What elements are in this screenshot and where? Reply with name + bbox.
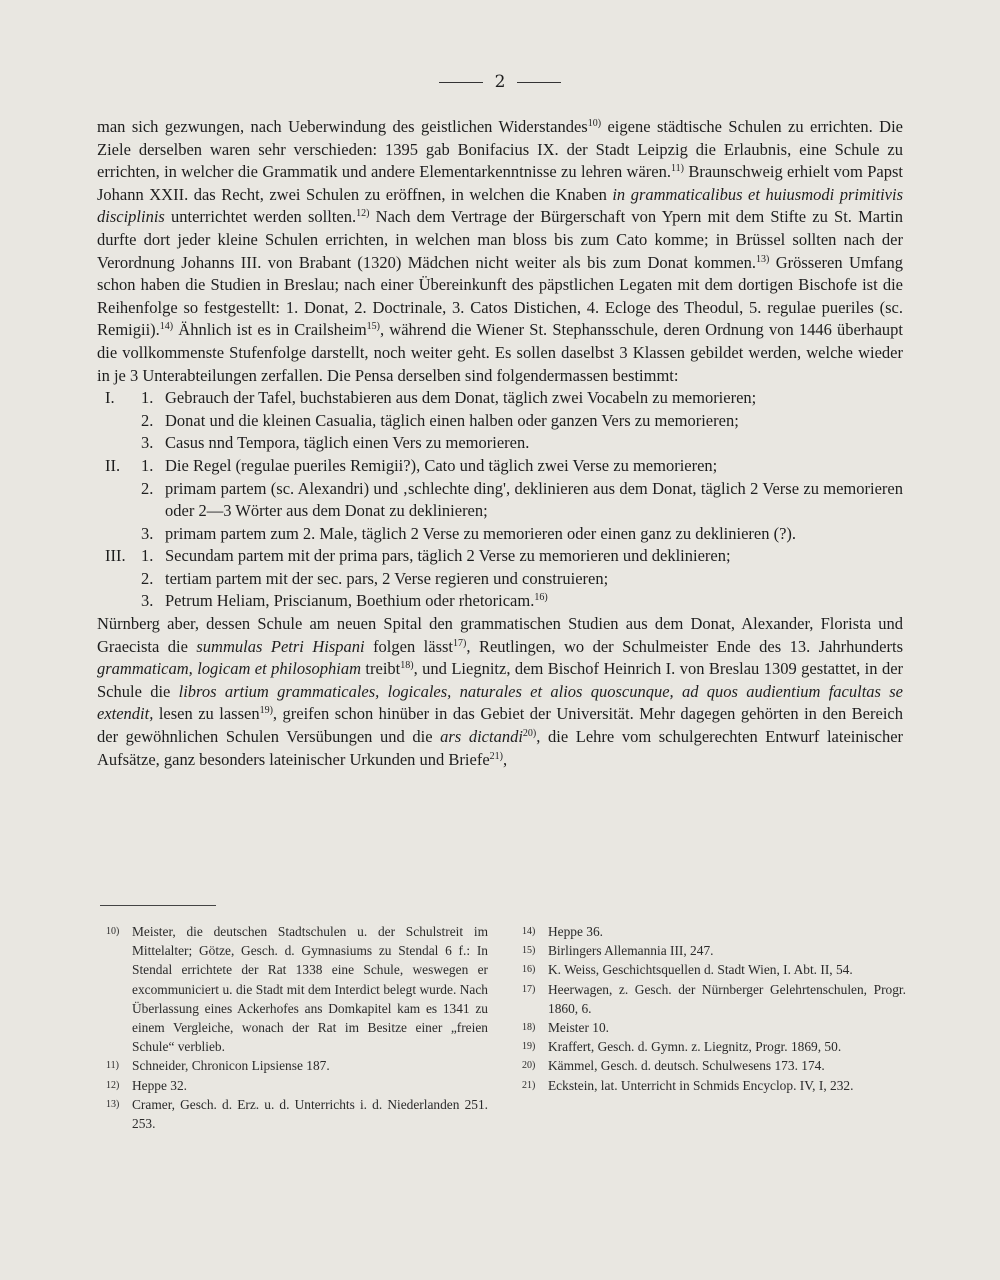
footnote bbox=[522, 960, 906, 979]
class-numeral: I. bbox=[105, 388, 115, 408]
item-number: 1. bbox=[141, 455, 154, 475]
footnote-text: Kraffert, Gesch. d. Gymn. z. Liegnitz, Progr. 1869, 50. bbox=[548, 1039, 842, 1055]
curriculum-item bbox=[97, 568, 903, 591]
curriculum-item bbox=[97, 523, 903, 546]
item-number: 2. bbox=[141, 568, 154, 588]
latin-phrase: summulas Petri Hispani bbox=[196, 636, 365, 656]
footnotes-left-column bbox=[106, 922, 488, 1133]
item-number: 2. bbox=[141, 478, 154, 498]
item-number: 3. bbox=[141, 523, 154, 543]
footnote-reference: 11) bbox=[671, 163, 684, 175]
latin-phrase: in grammaticalibus et huiusmodi primitivis disciplinis bbox=[97, 184, 903, 227]
footnote-text: Heppe 36. bbox=[548, 924, 604, 939]
curriculum-item bbox=[97, 410, 903, 433]
footnote-text: Meister 10. bbox=[548, 1020, 609, 1036]
main-text bbox=[97, 116, 903, 771]
text-run: , greifen schon hinüber in das Gebiet der Universität. Mehr dagegen gehörten in den Bereich der gewöhnlichen Schulen Versübungen und die bbox=[97, 704, 903, 747]
text-run: unterrichtet werden sollten. bbox=[164, 207, 357, 227]
text-run: , während die Wiener St. Stephansschule, deren Ordnung von 1446 überhaupt die vollkommenste Stufenfolge darstellt, noch weiter geht. Es sollen daselbst 3 Klassen gebildet werden, welche wieder in je 3 Unterabteilungen zerfallen. Die Pensa derselben sind folgendermassen bestimmt: bbox=[97, 320, 904, 385]
curriculum-item bbox=[97, 545, 903, 568]
page-number: 2 bbox=[494, 72, 506, 92]
text-run: man sich gezwungen, nach Ueberwindung des geistlichen Widerstandes bbox=[97, 117, 588, 136]
footnote-text: K. Weiss, Geschichtsquellen d. Stadt Wien, I. Abt. II, 54. bbox=[548, 962, 853, 978]
footnote-mark: 12) bbox=[106, 1079, 120, 1091]
text-run: , und Liegnitz, dem Bischof Heinrich I. von Breslau 1309 gestattet, in der Schule die bbox=[97, 659, 904, 701]
text-run: Braunschweig erhielt vom Papst Johann XXII. das Recht, zwei Schulen zu eröffnen, in welchen die Knaben bbox=[97, 162, 903, 204]
latin-phrase: ars dictandi bbox=[440, 727, 523, 747]
curriculum-item bbox=[97, 455, 903, 478]
footnote-text: Eckstein, lat. Unterricht in Schmids Encyclop. IV, I, 232. bbox=[548, 1077, 854, 1093]
footnote-reference: 14) bbox=[159, 321, 174, 333]
footnote-reference: 13) bbox=[756, 253, 770, 265]
curriculum-item bbox=[97, 590, 903, 613]
footnote-mark: 10) bbox=[106, 926, 120, 937]
footnote bbox=[106, 1056, 488, 1075]
footnote-reference: 12) bbox=[356, 208, 370, 220]
footnote-reference: 19) bbox=[259, 705, 273, 717]
footnote bbox=[522, 1076, 906, 1095]
text-run: Grösseren Umfang schon haben die Studien in Breslau; nach einer Übereinkunft des päpstlichen Legaten mit dem dortigen Bischofe ist die Reihenfolge so festgestellt: 1. Donat, 2. Doctrinale, 3. Catos Distichen, 4. Ecloge des Theodul, 5. regulae pueriles (sc. Remigii). bbox=[97, 252, 904, 340]
item-text: Gebrauch der Tafel, buchstabieren aus dem Donat, täglich zwei Vocabeln zu memorieren; bbox=[165, 388, 757, 408]
footnote bbox=[522, 980, 906, 1018]
footnote-text: Meister, die deutschen Stadtschulen u. der Schulstreit im Mittelalter; Götze, Gesch. d. Gymnasiums zu Stendal 6 f.: In Stendal errichtete der Rat 1338 eine Schule, weswegen er excommuniciert u. die Stadt mit dem Interdict belegt wurde. Nach Überlassung eines Ackerhofes ans Domkapitel kam es 1341 zu einem Vergleiche, wonach der Rat im Besitze einer „freien Schule“ verblieb. bbox=[132, 924, 488, 1055]
text-run: lesen zu lassen bbox=[153, 704, 260, 724]
footnote-reference: 17) bbox=[453, 637, 467, 649]
footnote-text: Heppe 32. bbox=[132, 1077, 188, 1093]
footnote bbox=[106, 922, 488, 1056]
text-run: eigene städtische Schulen zu errichten. Die Ziele derselben waren sehr verschieden: 1395 gab Bonifacius IX. der Stadt Leipzig die Erlaubnis, eine Schule zu errichten, in welcher die Grammatik und andere Elementarkenntnisse zu lehren wären. bbox=[97, 117, 903, 182]
item-text: primam partem (sc. Alexandri) und ‚schlechte ding', deklinieren aus dem Donat, täglich 2 Verse zu memorieren oder 2—3 Wörter aus dem Donat zu deklinieren; bbox=[165, 478, 903, 521]
text-run: , Reutlingen, wo der Schulmeister Ende des 13. Jahrhunderts bbox=[466, 636, 903, 656]
footnote-reference: 18) bbox=[400, 660, 414, 672]
footnote-text: Kämmel, Gesch. d. deutsch. Schulwesens 173. 174. bbox=[548, 1058, 825, 1074]
class-numeral: III. bbox=[105, 546, 126, 566]
text-run: , die Lehre vom schulgerechten Entwurf lateinischer Aufsätze, ganz besonders lateinischer Urkunden und Briefe bbox=[97, 727, 904, 769]
page-header bbox=[0, 72, 1000, 92]
item-number: 3. bbox=[141, 591, 154, 611]
class-numeral: II. bbox=[105, 455, 121, 475]
item-text: Die Regel (regulae pueriles Remigii?), Cato und täglich zwei Verse zu memorieren; bbox=[165, 455, 718, 475]
item-text: Casus nnd Tempora, täglich einen Vers zu memorieren. bbox=[165, 433, 530, 453]
footnote-reference: 16) bbox=[534, 592, 548, 604]
footnote bbox=[522, 1018, 906, 1037]
footnote bbox=[522, 1037, 906, 1056]
footnote-mark: 17) bbox=[522, 983, 536, 995]
header-rule-left bbox=[439, 82, 483, 83]
footnote-reference: 15) bbox=[366, 321, 380, 333]
paragraph-2 bbox=[97, 613, 903, 771]
curriculum-item bbox=[97, 387, 903, 410]
text-run: , bbox=[503, 749, 508, 769]
text-run: Nürnberg aber, dessen Schule am neuen Spital den grammatischen Studien aus dem Donat, Alexander, Florista und Graecista die bbox=[97, 614, 903, 656]
footnote-mark: 20) bbox=[522, 1060, 536, 1072]
footnote bbox=[522, 922, 906, 941]
text-run: treibt bbox=[361, 659, 401, 679]
footnote bbox=[106, 1076, 488, 1095]
footnote-text: Cramer, Gesch. d. Erz. u. d. Unterrichts i. d. Niederlanden 251. 253. bbox=[132, 1096, 488, 1132]
header-rule-right bbox=[517, 82, 561, 83]
item-number: 1. bbox=[141, 546, 154, 566]
footnote-mark: 13) bbox=[106, 1098, 120, 1110]
footnote-reference: 21) bbox=[489, 750, 503, 762]
footnote-mark: 14) bbox=[522, 926, 536, 937]
text-run: Nach dem Vertrage der Bürgerschaft von Ypern mit dem Stifte zu St. Martin durfte dort jeder kleine Schulen errichten, in welchen man bloss bis zum Cato komme; in Brüssel sollten nach der Verordnung Johanns III. von Brabant (1320) Mädchen nicht weiter als bis zum Donat kommen. bbox=[97, 207, 903, 272]
curriculum-item bbox=[97, 478, 903, 523]
item-text: primam partem zum 2. Male, täglich 2 Verse zu memorieren oder einen ganz zu deklinieren (?). bbox=[165, 523, 797, 543]
footnote-mark: 16) bbox=[522, 964, 536, 976]
footnote-mark: 18) bbox=[522, 1022, 536, 1034]
footnote-reference: 10) bbox=[587, 118, 602, 129]
item-number: 1. bbox=[141, 388, 154, 408]
curriculum-item bbox=[97, 432, 903, 455]
paragraph-1 bbox=[97, 116, 903, 387]
item-text: Petrum Heliam, Priscianum, Boethium oder rhetoricam. bbox=[165, 591, 535, 611]
item-text: Secundam partem mit der prima pars, täglich 2 Verse zu memorieren und deklinieren; bbox=[165, 546, 731, 566]
footnote bbox=[106, 1095, 488, 1133]
footnote bbox=[522, 941, 906, 960]
item-text: tertiam partem mit der sec. pars, 2 Verse regieren und construieren; bbox=[165, 568, 609, 588]
footnote-text: Birlingers Allemannia III, 247. bbox=[548, 943, 714, 959]
footnotes-right-column bbox=[522, 922, 906, 1095]
item-number: 2. bbox=[141, 410, 154, 430]
footnote-text: Schneider, Chronicon Lipsiense 187. bbox=[132, 1058, 330, 1074]
text-run: folgen lässt bbox=[364, 636, 454, 656]
footnote-mark: 19) bbox=[522, 1041, 536, 1053]
footnote bbox=[522, 1056, 906, 1075]
curriculum-list bbox=[97, 387, 903, 613]
latin-phrase: grammaticam, logicam et philosophiam bbox=[97, 659, 361, 679]
latin-phrase: libros artium grammaticales, logicales, naturales et alios quoscunque, ad quos audientium facultas se extendit, bbox=[97, 681, 903, 724]
footnote-mark: 11) bbox=[106, 1060, 119, 1072]
footnote-mark: 21) bbox=[522, 1079, 536, 1091]
item-number: 3. bbox=[141, 433, 154, 453]
footnote-mark: 15) bbox=[522, 945, 536, 957]
footnote-text: Heerwagen, z. Gesch. der Nürnberger Gelehrtenschulen, Progr. 1860, 6. bbox=[548, 981, 906, 1016]
text-run: Ähnlich ist es in Crailsheim bbox=[173, 320, 367, 340]
footnote-reference: 20) bbox=[522, 728, 537, 740]
item-text: Donat und die kleinen Casualia, täglich einen halben oder ganzen Vers zu memorieren; bbox=[165, 410, 739, 430]
footnote-rule bbox=[100, 905, 216, 906]
